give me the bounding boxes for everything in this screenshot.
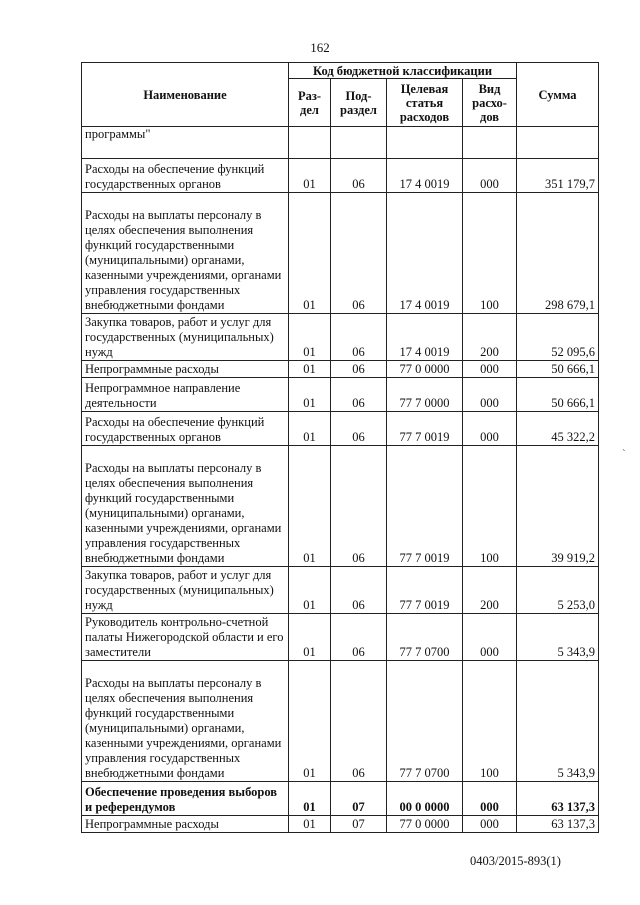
cell-target-article: 77 7 0700 bbox=[387, 661, 463, 782]
table-row bbox=[82, 127, 599, 159]
cell-section bbox=[289, 127, 331, 159]
table-row bbox=[82, 159, 599, 193]
header-sum: Сумма bbox=[517, 63, 599, 127]
cell-section: 01 bbox=[289, 816, 331, 833]
cell-expense-kind: 000 bbox=[463, 816, 517, 833]
cell-expense-kind: 100 bbox=[463, 446, 517, 567]
cell-subsection: 06 bbox=[331, 412, 387, 446]
document-code: 0403/2015-893(1) bbox=[470, 854, 561, 868]
cell-section: 01 bbox=[289, 782, 331, 816]
header-target-article: Целевая статья расходов bbox=[387, 79, 463, 127]
cell-target-article: 77 0 0000 bbox=[387, 816, 463, 833]
cell-target-article: 77 0 0000 bbox=[387, 361, 463, 378]
cell-target-article: 77 7 0000 bbox=[387, 378, 463, 412]
cell-section: 01 bbox=[289, 314, 331, 361]
cell-expense-kind: 000 bbox=[463, 614, 517, 661]
table-row bbox=[82, 782, 599, 816]
header-expense-kind: Вид расхо- дов bbox=[463, 79, 517, 127]
cell-target-article: 77 7 0019 bbox=[387, 412, 463, 446]
cell-sum: 39 919,2 bbox=[517, 446, 599, 567]
cell-subsection: 06 bbox=[331, 193, 387, 314]
cell-sum: 5 343,9 bbox=[517, 661, 599, 782]
cell-expense-kind: 000 bbox=[463, 782, 517, 816]
cell-sum: 50 666,1 bbox=[517, 378, 599, 412]
page-number: 162 bbox=[310, 40, 330, 55]
cell-name: Обеспечение проведения выборов и референдумов bbox=[82, 782, 289, 816]
cell-sum: 63 137,3 bbox=[517, 782, 599, 816]
cell-name: Расходы на выплаты персоналу в целях обеспечения выполнения функций государственными (муниципальными) органами, казенными учреждениями, органами управления государственных внебюджетными фондами bbox=[82, 193, 289, 314]
cell-section: 01 bbox=[289, 378, 331, 412]
cell-section: 01 bbox=[289, 193, 331, 314]
cell-name: Расходы на выплаты персоналу в целях обеспечения выполнения функций государственными (муниципальными) органами, казенными учреждениями, органами управления государственных внебюджетными фондами bbox=[82, 661, 289, 782]
cell-sum: 52 095,6 bbox=[517, 314, 599, 361]
cell-name: Непрограммное направление деятельности bbox=[82, 378, 289, 412]
cell-target-article: 77 7 0700 bbox=[387, 614, 463, 661]
cell-expense-kind: 200 bbox=[463, 567, 517, 614]
cell-sum: 351 179,7 bbox=[517, 159, 599, 193]
cell-expense-kind: 200 bbox=[463, 314, 517, 361]
cell-section: 01 bbox=[289, 446, 331, 567]
cell-subsection: 06 bbox=[331, 614, 387, 661]
cell-sum: 45 322,2 bbox=[517, 412, 599, 446]
cell-section: 01 bbox=[289, 661, 331, 782]
cell-expense-kind: 000 bbox=[463, 378, 517, 412]
cell-expense-kind: 000 bbox=[463, 361, 517, 378]
cell-name: Расходы на обеспечение функций государственных органов bbox=[82, 412, 289, 446]
cell-name: Руководитель контрольно-счетной палаты Нижегородской области и его заместители bbox=[82, 614, 289, 661]
cell-target-article: 17 4 0019 bbox=[387, 314, 463, 361]
budget-classification-table bbox=[81, 62, 599, 833]
header-section: Раз- дел bbox=[289, 79, 331, 127]
header-subsection: Под- раздел bbox=[331, 79, 387, 127]
cell-section: 01 bbox=[289, 159, 331, 193]
stray-mark: ` bbox=[622, 448, 626, 460]
cell-sum: 5 253,0 bbox=[517, 567, 599, 614]
table-row bbox=[82, 193, 599, 314]
cell-expense-kind: 100 bbox=[463, 193, 517, 314]
cell-subsection: 06 bbox=[331, 446, 387, 567]
table-row bbox=[82, 378, 599, 412]
cell-sum: 50 666,1 bbox=[517, 361, 599, 378]
cell-subsection: 06 bbox=[331, 567, 387, 614]
cell-expense-kind: 000 bbox=[463, 412, 517, 446]
cell-subsection: 06 bbox=[331, 314, 387, 361]
cell-expense-kind bbox=[463, 127, 517, 159]
header-name: Наименование bbox=[82, 63, 289, 127]
cell-name: Расходы на обеспечение функций государственных органов bbox=[82, 159, 289, 193]
cell-target-article: 17 4 0019 bbox=[387, 193, 463, 314]
table-row bbox=[82, 816, 599, 833]
table-row bbox=[82, 567, 599, 614]
table-row bbox=[82, 446, 599, 567]
cell-name: Закупка товаров, работ и услуг для государственных (муниципальных) нужд bbox=[82, 314, 289, 361]
cell-expense-kind: 100 bbox=[463, 661, 517, 782]
cell-subsection: 06 bbox=[331, 378, 387, 412]
table-row bbox=[82, 412, 599, 446]
cell-subsection: 06 bbox=[331, 361, 387, 378]
cell-name: программы" bbox=[82, 127, 289, 159]
cell-target-article: 00 0 0000 bbox=[387, 782, 463, 816]
cell-name: Закупка товаров, работ и услуг для государственных (муниципальных) нужд bbox=[82, 567, 289, 614]
cell-target-article bbox=[387, 127, 463, 159]
cell-subsection bbox=[331, 127, 387, 159]
cell-sum: 298 679,1 bbox=[517, 193, 599, 314]
table-body bbox=[82, 127, 599, 833]
cell-subsection: 07 bbox=[331, 816, 387, 833]
cell-section: 01 bbox=[289, 567, 331, 614]
cell-subsection: 06 bbox=[331, 159, 387, 193]
cell-section: 01 bbox=[289, 412, 331, 446]
cell-subsection: 06 bbox=[331, 661, 387, 782]
cell-name: Непрограммные расходы bbox=[82, 816, 289, 833]
cell-subsection: 07 bbox=[331, 782, 387, 816]
cell-target-article: 77 7 0019 bbox=[387, 446, 463, 567]
cell-sum: 63 137,3 bbox=[517, 816, 599, 833]
table-row bbox=[82, 661, 599, 782]
cell-sum: 5 343,9 bbox=[517, 614, 599, 661]
cell-target-article: 77 7 0019 bbox=[387, 567, 463, 614]
cell-name: Непрограммные расходы bbox=[82, 361, 289, 378]
cell-section: 01 bbox=[289, 361, 331, 378]
table-row bbox=[82, 314, 599, 361]
cell-section: 01 bbox=[289, 614, 331, 661]
cell-target-article: 17 4 0019 bbox=[387, 159, 463, 193]
cell-name: Расходы на выплаты персоналу в целях обеспечения выполнения функций государственными (муниципальными) органами, казенными учреждениями, органами управления государственных внебюджетными фондами bbox=[82, 446, 289, 567]
table-row bbox=[82, 361, 599, 378]
table-row bbox=[82, 614, 599, 661]
cell-expense-kind: 000 bbox=[463, 159, 517, 193]
cell-sum bbox=[517, 127, 599, 159]
header-classification-code: Код бюджетной классификации bbox=[289, 63, 517, 79]
